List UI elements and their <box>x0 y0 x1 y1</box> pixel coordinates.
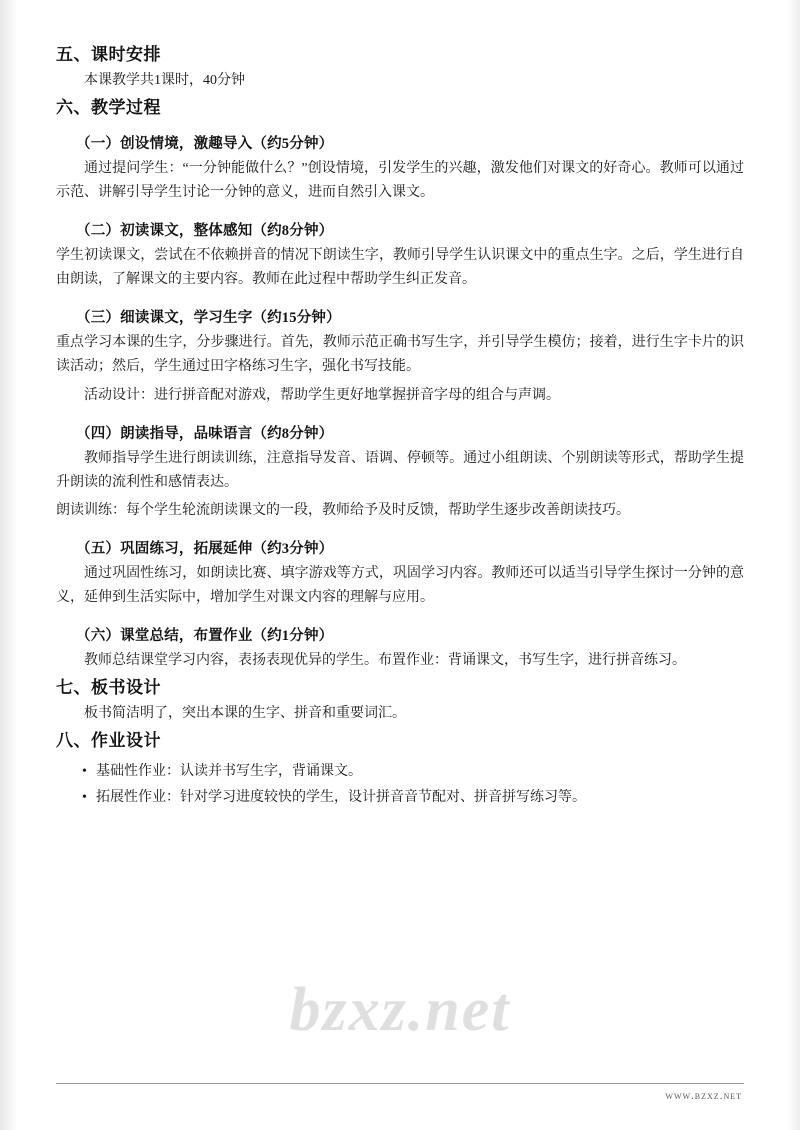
teaching-step-5-paragraph-1: 通过巩固性练习，如朗读比赛、填字游戏等方式，巩固学习内容。教师还可以适当引导学生探讨一分钟的意义，延伸到生活实际中，增加学生对课文内容的理解与应用。 <box>56 565 744 605</box>
teaching-step-5-title: （五）巩固练习，拓展延伸（约3分钟） <box>76 540 334 557</box>
teaching-step-3-title: （三）细读课文，学习生字（约15分钟） <box>76 310 341 327</box>
list-item-label: 拓展性作业：针对学习进度较快的学生，设计拼音音节配对、拼音拼写练习等。 <box>96 790 586 806</box>
list-item <box>56 759 744 785</box>
section-heading-7: 七、板书设计 <box>56 678 161 698</box>
teaching-step-4-paragraph-1: 教师指导学生进行朗读训练，注意指导发音、语调、停顿等。通过小组朗读、个别朗读等形式，帮助学生提升朗读的流利性和感情表达。 <box>56 450 744 490</box>
teaching-step-1-paragraph-1: 通过提问学生：“一分钟能做什么？”创设情境，引发学生的兴趣，激发他们对课文的好奇心。教师可以通过示范、讲解引导学生讨论一分钟的意义，进而自然引入课文。 <box>56 161 744 201</box>
teaching-step-2 <box>56 219 744 292</box>
teaching-step-4-paragraph-2: 朗读训练：每个学生轮流朗读课文的一段，教师给予及时反馈，帮助学生逐步改善朗读技巧。 <box>56 502 630 518</box>
section-5-paragraph-1: 本课教学共1课时，40分钟 <box>84 73 245 88</box>
teaching-step-3 <box>56 306 744 407</box>
teaching-step-6 <box>56 624 744 673</box>
watermark: bzxz.net <box>289 976 511 1044</box>
list-bullet-icon: • <box>82 764 87 780</box>
footer-url: www.bzxz.net <box>665 1090 742 1102</box>
teaching-step-4 <box>56 422 744 523</box>
list-item-label: 基础性作业：认读并书写生字，背诵课文。 <box>96 764 362 780</box>
section-7-paragraph-1: 板书简洁明了，突出本课的生字、拼音和重要词汇。 <box>84 706 406 722</box>
page-left-shadow <box>0 0 16 1130</box>
list-bullet-icon: • <box>82 790 87 806</box>
section-heading-6: 六、教学过程 <box>56 98 161 118</box>
teaching-step-6-paragraph-1: 教师总结课堂学习内容，表扬表现优异的学生。布置作业：背诵课文，书写生字，进行拼音练习。 <box>84 653 686 669</box>
teaching-step-3-paragraph-1: 重点学习本课的生字，分步骤进行。首先，教师示范正确书写生字，并引导学生模仿；接着，进行生字卡片的识读活动；然后，学生通过田字格练习生字，强化书写技能。 <box>56 335 744 375</box>
footer-divider <box>56 1083 744 1084</box>
document-content <box>56 40 744 811</box>
teaching-step-2-title: （二）初读课文，整体感知（约8分钟） <box>76 223 334 240</box>
section-heading-5: 五、课时安排 <box>56 45 161 64</box>
teaching-step-6-title: （六）课堂总结，布置作业（约1分钟） <box>76 628 334 645</box>
section-heading-8: 八、作业设计 <box>56 731 161 751</box>
teaching-step-2-paragraph-1: 学生初读课文，尝试在不依赖拼音的情况下朗读生字，教师引导学生认识课文中的重点生字。之后，学生进行自由朗读，了解课文的主要内容。教师在此过程中帮助学生纠正发音。 <box>56 248 744 288</box>
teaching-step-1-title: （一）创设情境，激趣导入（约5分钟） <box>76 136 334 153</box>
page-right-shadow <box>788 0 800 1130</box>
homework-list <box>56 759 744 811</box>
teaching-step-1 <box>56 132 744 205</box>
list-item <box>56 785 744 811</box>
teaching-step-3-paragraph-2: 活动设计：进行拼音配对游戏，帮助学生更好地掌握拼音字母的组合与声调。 <box>84 387 560 403</box>
teaching-step-4-title: （四）朗读指导，品味语言（约8分钟） <box>76 425 334 442</box>
teaching-step-5 <box>56 537 744 610</box>
